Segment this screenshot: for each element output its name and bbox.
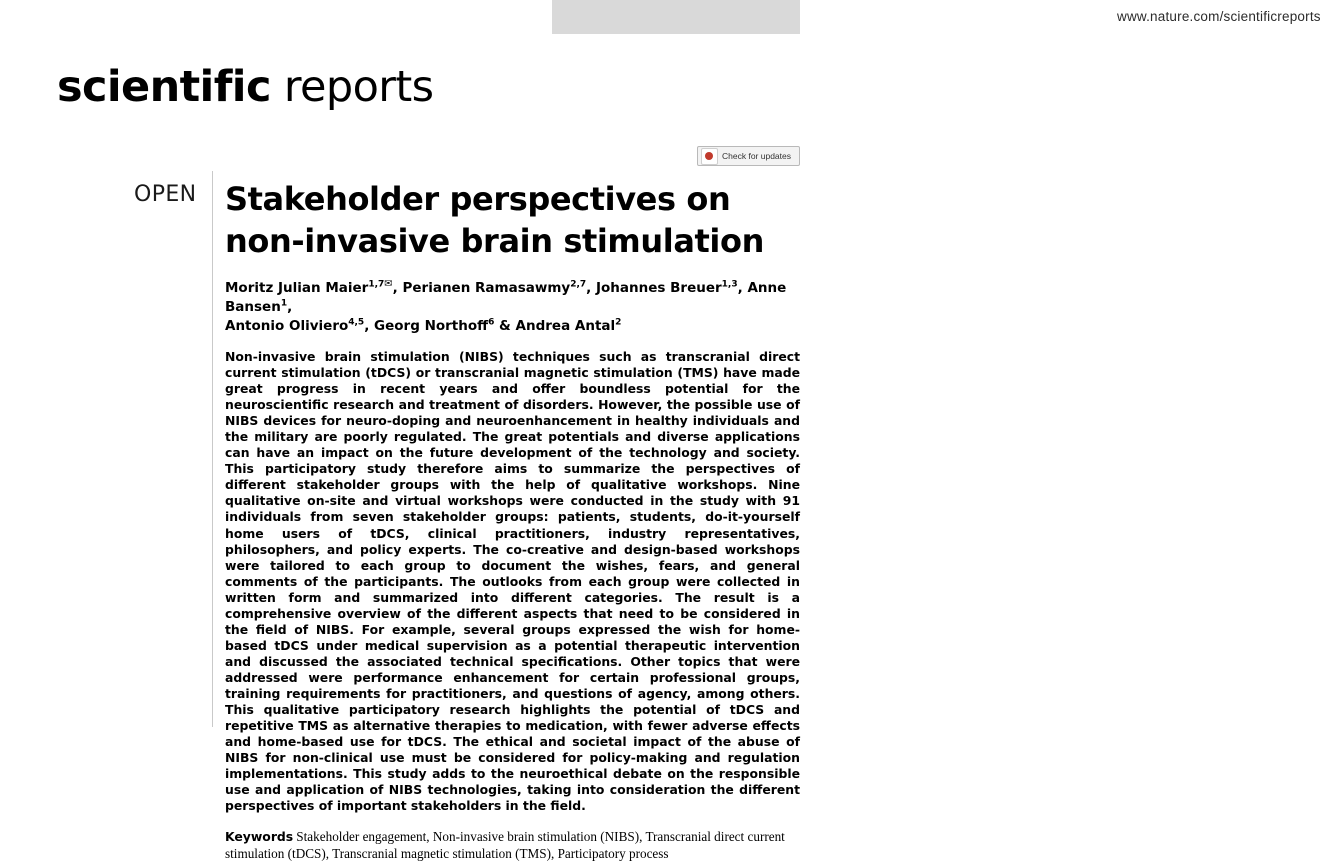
article-container — [225, 178, 803, 862]
keywords-block — [225, 829, 800, 862]
article-divider-rule — [212, 171, 213, 727]
author-name: Johannes Breuer — [596, 280, 722, 296]
author-name: Andrea Antal — [515, 318, 616, 334]
page-top-band — [0, 0, 1321, 34]
author-name: Perianen Ramasawmy — [402, 280, 571, 296]
masthead-reports: reports — [270, 62, 434, 112]
author-name: Antonio Oliviero — [225, 318, 349, 334]
check-for-updates-badge[interactable] — [697, 146, 800, 166]
email-icon[interactable]: ✉ — [384, 278, 393, 290]
author-name: Anne Bansen — [225, 280, 787, 315]
page-title: Stakeholder perspectives on non-invasive brain stimulation — [225, 180, 764, 260]
keywords-label: Keywords — [225, 829, 294, 845]
journal-masthead — [57, 62, 433, 112]
journal-url-text: www.nature.com/scientificreports — [1117, 9, 1321, 24]
author-line-1: Moritz Julian Maier$^{1,7✉}$, Perianen Ramasawmy$^{2,7}$, Johannes Breuer$^{1,3}$, Anne Bansen$^1$, — [225, 278, 787, 315]
author-list — [225, 279, 803, 336]
keywords-text: Stakeholder engagement, Non-invasive brain stimulation (NIBS), Transcranial direct current stimulation (tDCS), Transcranial magnetic stimulation (TMS), Participatory process — [225, 829, 785, 861]
author-name: Moritz Julian Maier — [225, 280, 369, 296]
refresh-badge-icon — [701, 148, 718, 165]
check-for-updates-label: Check for updates — [722, 151, 791, 161]
author-line-2: Antonio Oliviero$^{4,5}$, Georg Northoff$^6$ & Andrea Antal$^2$ — [225, 317, 622, 334]
journal-url-band — [552, 0, 1321, 34]
open-access-label: OPEN — [134, 182, 197, 207]
masthead-scientific: scientific — [57, 62, 271, 112]
author-name: Georg Northoff — [374, 318, 489, 334]
abstract-text: Non-invasive brain stimulation (NIBS) techniques such as transcranial direct current stimulation (tDCS) or transcranial magnetic stimulation (TMS) have made great progress in recent years and offer boundless potential for the neuroscientific research and treatment of disorders. However, the possible use of NIBS devices for neuro-doping and neuroenhancement in healthy individuals and the military are poorly regulated. The great potentials and diverse applications can have an impact on the future development of the technology and society. This participatory study therefore aims to summarize the perspectives of different stakeholder groups with the help of qualitative workshops. Nine qualitative on-site and virtual workshops were conducted in the study with 91 individuals from seven stakeholder groups: patients, students, do-it-yourself home users of tDCS, clinical practitioners, industry representatives, philosophers, and policy experts. The co-creative and design-based workshops were tailored to each group to document the wishes, fears, and general comments of the participants. The outlooks from each group were collected in written form and summarized into different categories. The result is a comprehensive overview of the different aspects that need to be considered in the field of NIBS. For example, several groups expressed the wish for home-based tDCS under medical supervision as a potential therapeutic intervention and discussed the associated technical specifications. Other topics that were addressed were performance enhancement for certain professional groups, training requirements for practitioners, and questions of agency, among others. This qualitative participatory research highlights the potential of tDCS and repetitive TMS as alternative therapies to medication, with fewer adverse effects and home-based use for tDCS. The ethical and societal impact of the abuse of NIBS for non-clinical use must be considered for policy-making and regulation implementations. This study adds to the neuroethical debate on the responsible use and application of NIBS technologies, taking into consideration the different perspectives of important stakeholders in the field. — [225, 349, 800, 814]
